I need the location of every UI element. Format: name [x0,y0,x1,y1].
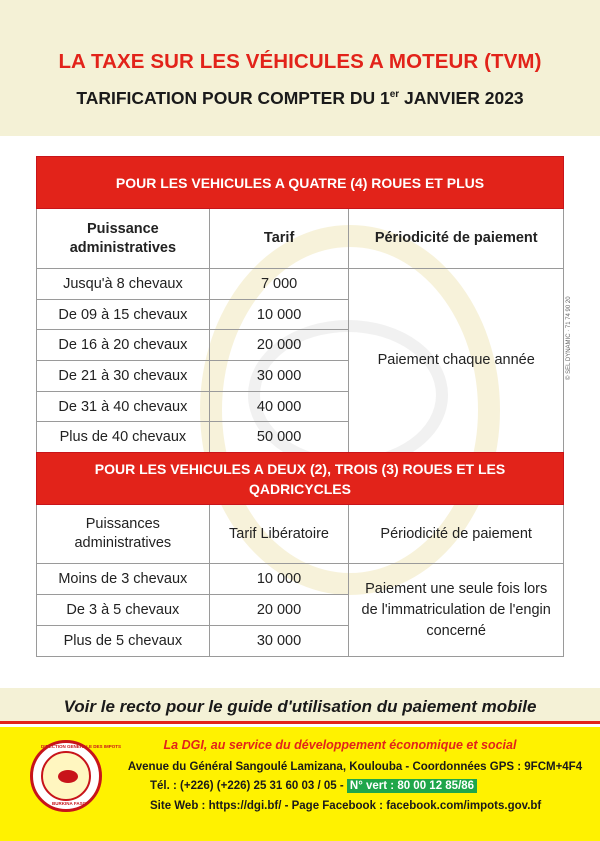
col-header-period: Périodicité de paiement [349,505,564,564]
power-cell: Plus de 40 chevaux [37,422,210,453]
logo-text-bottom: BURKINA FASO [52,801,87,806]
table-row [37,269,564,300]
page-title: LA TAXE SUR LES VÉHICULES A MOTEUR (TVM) [58,50,542,73]
column-header-row [37,505,564,564]
power-cell: Jusqu'à 8 chevaux [37,269,210,300]
section-heading-row [37,157,564,209]
header-band [0,0,600,136]
col-header-power: Puissances administratives [37,505,210,564]
power-cell: Moins de 3 chevaux [37,564,210,595]
section-heading: POUR LES VEHICULES A QUATRE (4) ROUES ET PLUS [37,157,564,209]
logo-ring [41,751,91,801]
period-cell: Paiement chaque année [349,269,564,453]
logo-text-top: DIRECTION GENERALE DES IMPOTS [41,744,122,749]
col-header-tarif: Tarif [209,209,349,269]
footer-address: Avenue du Général Sangoulé Lamizana, Koulouba - Coordonnées GPS : 9FCM+4F4 [127,761,583,773]
power-cell: De 31 à 40 chevaux [37,391,210,422]
tarif-cell: 20 000 [209,330,349,361]
col-header-tarif: Tarif Libératoire [209,505,349,564]
dgi-logo [30,740,122,812]
subtitle-sup: er [389,89,400,100]
logo-eye-icon [58,770,78,783]
footer-contact [150,780,477,792]
tarif-cell: 40 000 [209,391,349,422]
tarif-cell: 30 000 [209,361,349,392]
footer-slogan: La DGI, au service du développement économique et social [163,738,517,752]
footer-web-links: Site Web : https://dgi.bf/ - Page Facebook : facebook.com/impots.gov.bf [150,800,542,812]
recto-note: Voir le recto pour le guide d'utilisation du paiement mobile [63,697,537,716]
section-heading: POUR LES VEHICULES A DEUX (2), TROIS (3) ROUES ET LES QADRICYCLES [37,453,564,505]
tarif-cell: 30 000 [209,626,349,657]
power-cell: Plus de 5 chevaux [37,626,210,657]
col-header-period: Périodicité de paiement [349,209,564,269]
tarif-cell: 7 000 [209,269,349,300]
green-number-badge: N° vert : 80 00 12 85/86 [347,779,477,793]
subtitle-prefix: TARIFICATION POUR COMPTER DU 1 [76,88,390,108]
tarif-cell: 10 000 [209,299,349,330]
section-heading-row [37,453,564,505]
power-cell: De 3 à 5 chevaux [37,595,210,626]
power-cell: De 16 à 20 chevaux [37,330,210,361]
side-print-code: © SEL DYNAMIC · 71 74 90 20 [566,296,572,380]
tarif-cell: 50 000 [209,422,349,453]
footer-phone: Tél. : (+226) (+226) 25 31 60 03 / 05 - [150,780,347,792]
power-cell: De 09 à 15 chevaux [37,299,210,330]
tarif-table-two-three-wheels [36,452,564,657]
subtitle-suffix: JANVIER 2023 [399,88,524,108]
power-cell: De 21 à 30 chevaux [37,361,210,392]
tarif-table-four-wheels [36,156,564,453]
col-header-power: Puissance administratives [37,209,210,269]
table-row [37,564,564,595]
tarif-cell: 20 000 [209,595,349,626]
period-cell: Paiement une seule fois lors de l'immatriculation de l'engin concerné [349,564,564,657]
tarif-cell: 10 000 [209,564,349,595]
column-header-row [37,209,564,269]
page-subtitle [0,88,600,109]
